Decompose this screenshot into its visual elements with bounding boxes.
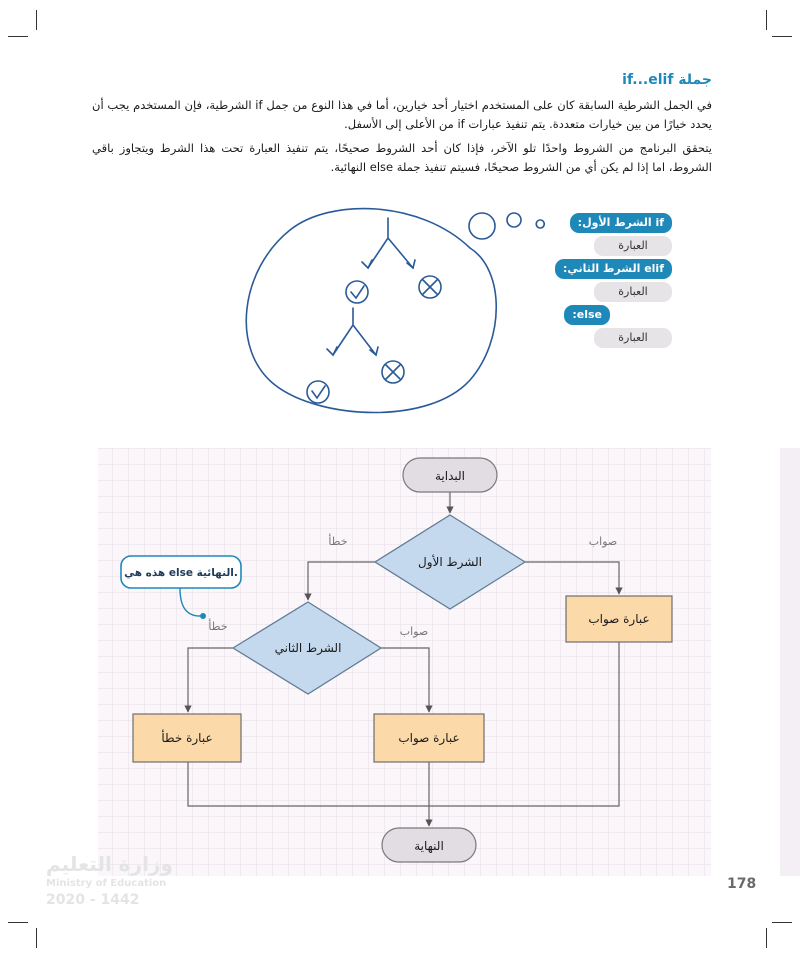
paragraph-intro: في الجمل الشرطية السابقة كان على المستخدم اختيار أحد خيارين، أما في هذا النوع من جمل if الشرطية، فإن المستخدم يجب أن يحدد خيارًا من بين خيارات متعددة. يتم تنفيذ عبارات if من الأعلى إلى الأسفل. bbox=[92, 98, 712, 131]
if-keyword-line: if الشرط الأول: bbox=[570, 213, 672, 233]
if-statement: العبارة bbox=[594, 236, 672, 256]
branch-true-label-2: صواب bbox=[399, 625, 429, 638]
else-statement: العبارة bbox=[594, 328, 672, 348]
branch-false-label-1: خطأ bbox=[328, 535, 348, 548]
paragraph-explanation: يتحقق البرنامج من الشروط واحدًا تلو الآخر، فإذا كان أحد الشروط صحيحًا، يتم تنفيذ العبارة تحت هذا الشرط ويتجاوز باقي الشروط، اما إذا لم يكن أي من الشروط صحيحًا، فسيتم تنفيذ جملة else النهائية. bbox=[92, 141, 712, 174]
condition1-label: الشرط الأول bbox=[418, 555, 482, 569]
end-label: النهاية bbox=[414, 839, 444, 853]
section-heading: جملة if...elif bbox=[622, 72, 712, 88]
start-label: البداية bbox=[434, 469, 466, 483]
true2-label: عبارة صواب bbox=[398, 731, 460, 745]
false-statement-label: عبارة خطأ bbox=[161, 731, 213, 745]
watermark-line3: 2020 - 1442 bbox=[46, 892, 140, 908]
condition2-label: الشرط الثاني bbox=[274, 641, 342, 655]
watermark-line2: Ministry of Education bbox=[46, 878, 167, 889]
callout-text: هذه هي else النهائية. bbox=[124, 567, 238, 579]
true1-label: عبارة صواب bbox=[588, 612, 650, 626]
elif-keyword-line: elif الشرط الثاني: bbox=[555, 259, 672, 279]
branch-true-label-1: صواب bbox=[588, 535, 618, 548]
thought-bubble-sketch bbox=[246, 209, 544, 413]
elif-statement: العبارة bbox=[594, 282, 672, 302]
branch-false-label-2: خطأ bbox=[208, 620, 228, 633]
page-number: 178 bbox=[727, 876, 757, 892]
else-keyword-line: else: bbox=[564, 305, 610, 325]
watermark-line1: وزارة التعليم bbox=[46, 852, 173, 876]
